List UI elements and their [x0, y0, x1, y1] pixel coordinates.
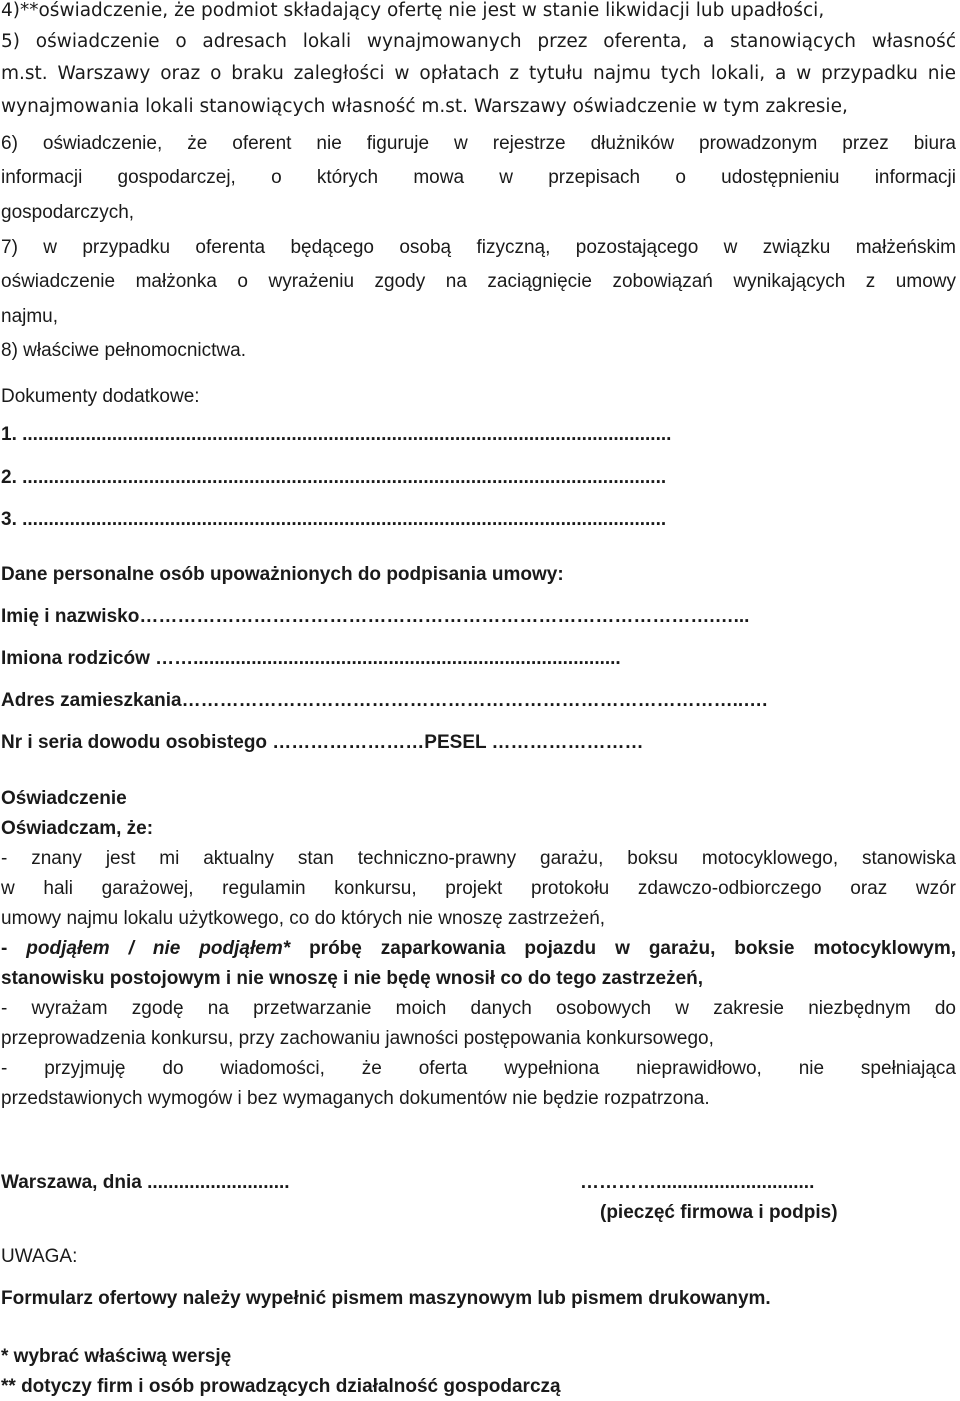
list-line: 8) właściwe pełnomocnictwa. — [1, 340, 246, 361]
list-line: 5) oświadczenie o adresach lokali wynajmowanych przez oferenta, a stanowiących własność — [1, 31, 956, 52]
personal-heading: Dane personalne osób upoważnionych do podpisania umowy: — [1, 564, 564, 585]
declaration-line: - znany jest mi aktualny stan techniczno-prawny garażu, boksu motocyklowego, stanowiska — [1, 848, 956, 869]
list-line: gospodarczych, — [1, 202, 135, 223]
additional-doc-line: 1. ........................................................................................................................... — [1, 424, 672, 445]
signature-label: (pieczęć firmowa i podpis) — [600, 1202, 838, 1223]
declaration-title: Oświadczenie — [1, 788, 127, 809]
name-field-line: Imię i nazwisko……………………………………………………………………………….…... — [1, 606, 750, 627]
list-line: informacji gospodarczej, o których mowa w przepisach o udostępnieniu informacji — [1, 167, 956, 188]
signature-line: ………….............................. — [580, 1172, 815, 1193]
additional-doc-line: 3. .......................................................................................................................... — [1, 509, 667, 530]
declaration-subtitle: Oświadczam, że: — [1, 818, 154, 839]
declaration-line: przedstawionych wymogów i bez wymaganych dokumentów nie będzie rozpatrzona. — [1, 1088, 710, 1109]
list-line: m.st. Warszawy oraz o braku zaległości w opłatach z tytułu najmu tych lokali, a w przypadku nie — [1, 63, 956, 84]
declaration-line: umowy najmu lokalu użytkowego, co do których nie wnoszę zastrzeżeń, — [1, 908, 606, 929]
list-line: 7) w przypadku oferenta będącego osobą fizyczną, pozostającego w związku małżeńskim — [1, 237, 956, 258]
declaration-line: przeprowadzenia konkursu, przy zachowaniu jawności postępowania konkursowego, — [1, 1028, 714, 1049]
list-line: wynajmowania lokali stanowiących własność m.st. Warszawy oświadczenie w tym zakresie, — [1, 96, 848, 117]
parents-field-line: Imiona rodziców ……................................................................................. — [1, 648, 621, 669]
declaration-line: - wyrażam zgodę na przetwarzanie moich danych osobowych w zakresie niezbędnym do — [1, 998, 956, 1019]
declaration-line: stanowisku postojowym i nie wnoszę i nie będę wnosił co do tego zastrzeżeń, — [1, 968, 704, 989]
address-field-line: Adres zamieszkania……………………………………………………………………………..…. — [1, 690, 768, 711]
declaration-line: w hali garażowej, regulamin konkursu, projekt protokołu zdawczo-odbiorczego oraz wzór — [1, 878, 956, 899]
footnote: * wybrać właściwą wersję — [1, 1346, 232, 1367]
declaration-parking-line — [1, 938, 956, 960]
additional-doc-line: 2. .......................................................................................................................... — [1, 467, 667, 488]
parking-choice: podjąłem / nie podjąłem* — [26, 938, 291, 959]
parking-rest: próbę zaparkowania pojazdu w garażu, boksie motocyklowym, — [290, 938, 956, 959]
list-line: najmu, — [1, 306, 59, 327]
dash: - — [1, 938, 27, 959]
list-line: 6) oświadczenie, że oferent nie figuruje w rejestrze dłużników prowadzonym przez biura — [1, 133, 956, 154]
declaration-line: - przyjmuję do wiadomości, że oferta wypełniona nieprawidłowo, nie spełniająca — [1, 1058, 956, 1079]
list-line: oświadczenie małżonka o wyrażeniu zgody na zaciągnięcie zobowiązań wynikających z umowy — [1, 271, 956, 292]
additional-docs-heading: Dokumenty dodatkowe: — [1, 386, 200, 407]
id-pesel-field-line: Nr i seria dowodu osobistego ……………………PESEL …………………… — [1, 732, 644, 753]
form-note: Formularz ofertowy należy wypełnić pismem maszynowym lub pismem drukowanym. — [1, 1288, 771, 1309]
footnote: ** dotyczy firm i osób prowadzących działalność gospodarczą — [1, 1376, 561, 1397]
place-date-field: Warszawa, dnia ........................... — [1, 1172, 290, 1193]
uwaga-label: UWAGA: — [1, 1246, 78, 1267]
list-line: 4)**oświadczenie, że podmiot składający ofertę nie jest w stanie likwidacji lub upadłości, — [1, 0, 825, 21]
